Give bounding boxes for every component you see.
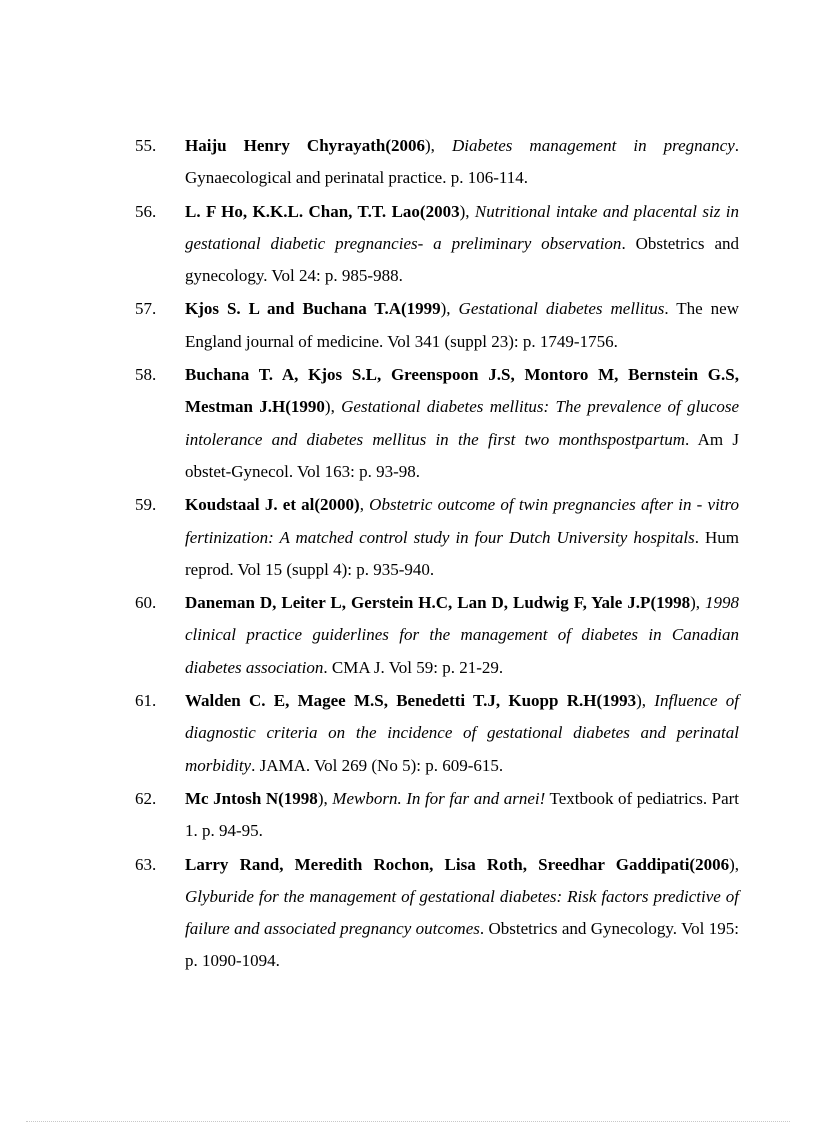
reference-authors: Daneman D, Leiter L, Gerstein H.C, Lan D, Ludwig F, Yale J.P(1998 <box>185 593 691 613</box>
reference-separator: ), <box>440 299 459 319</box>
reference-authors: L. F Ho, K.K.L. Chan, T.T. Lao(2003 <box>185 201 460 221</box>
reference-item <box>135 849 739 978</box>
reference-number: 63. <box>135 854 157 874</box>
reference-authors: Larry Rand, Meredith Rochon, Lisa Roth, Sreedhar Gaddipati(2006 <box>185 854 730 874</box>
reference-item <box>135 587 739 684</box>
reference-source: . Hum reprod. Vol 15 (suppl 4): p. 935-940. <box>185 527 740 579</box>
reference-authors: Koudstaal J. et al(2000) <box>185 495 360 515</box>
reference-title: Nutritional intake and placental siz in gestational diabetic pregnancies- a preliminary observation <box>185 201 740 253</box>
reference-authors: Buchana T. A, Kjos S.L, Greenspoon J.S, Montoro M, Bernstein G.S, Mestman J.H(1990 <box>185 365 739 417</box>
reference-title: Mewborn. In for far and arnei! <box>332 788 546 808</box>
reference-source: . Am J obstet-Gynecol. Vol 163: p. 93-98. <box>185 429 739 481</box>
reference-text <box>185 685 739 782</box>
reference-source: . Gynaecological and perinatal practice. p. 106-114. <box>185 136 739 188</box>
reference-item <box>135 489 739 586</box>
reference-item <box>135 359 739 488</box>
reference-number: 61. <box>135 691 157 711</box>
reference-text <box>185 783 739 848</box>
reference-authors: Kjos S. L and Buchana T.A(1999 <box>185 299 441 319</box>
reference-number: 55. <box>135 136 157 155</box>
reference-number: 56. <box>135 201 157 221</box>
reference-source: . Obstetrics and gynecology. Vol 24: p. 985-988. <box>185 233 739 286</box>
reference-text <box>185 293 739 358</box>
reference-title: 1998 clinical practice guiderlines for the management of diabetes in Canadian diabetes association <box>185 593 739 677</box>
reference-authors: Haiju Henry Chyrayath(2006 <box>185 136 425 155</box>
reference-separator: ), <box>690 593 705 613</box>
reference-number: 57. <box>135 299 157 319</box>
reference-separator: ), <box>424 136 452 155</box>
reference-separator: ), <box>459 201 475 221</box>
reference-separator: , <box>359 495 370 515</box>
reference-item <box>135 130 739 195</box>
reference-title: Influence of diagnostic criteria on the incidence of gestational diabetes and perinatal morbidity <box>185 691 739 775</box>
reference-item <box>135 196 739 293</box>
reference-number: 59. <box>135 495 157 515</box>
reference-source: . JAMA. Vol 269 (No 5): p. 609-615. <box>251 755 504 775</box>
reference-item <box>135 685 739 782</box>
reference-source: Textbook of pediatrics. Part 1. p. 94-95. <box>185 788 740 841</box>
reference-list <box>135 130 739 979</box>
reference-number: 58. <box>135 365 157 385</box>
reference-number: 62. <box>135 788 157 808</box>
reference-title: Obstetric outcome of twin pregnancies after in - vitro fertinization: A matched control study in four Dutch University hospitals <box>185 495 740 547</box>
reference-separator: ), <box>324 397 342 417</box>
reference-authors: Mc Jntosh N(1998 <box>185 788 318 808</box>
reference-authors: Walden C. E, Magee M.S, Benedetti T.J, Kuopp R.H(1993 <box>185 691 637 711</box>
reference-source: . CMA J. Vol 59: p. 21-29. <box>323 657 504 677</box>
reference-number: 60. <box>135 593 157 613</box>
reference-text <box>185 196 739 293</box>
reference-item <box>135 293 739 358</box>
reference-separator: ), <box>317 788 333 808</box>
page-bottom-divider <box>26 1121 790 1122</box>
reference-separator: ), <box>636 691 655 711</box>
reference-text <box>185 849 739 978</box>
reference-item <box>135 783 739 848</box>
reference-text <box>185 587 739 684</box>
reference-title: Glyburide for the management of gestational diabetes: Risk factors predictive of failure and associated pregnancy outcomes <box>185 886 739 939</box>
reference-text <box>185 130 739 195</box>
reference-title: Gestational diabetes mellitus: The prevalence of glucose intolerance and diabetes mellitus in the first two monthspostpartum <box>185 397 739 449</box>
reference-source: . The new England journal of medicine. Vol 341 (suppl 23): p. 1749-1756. <box>185 299 739 351</box>
reference-separator: ), <box>729 854 739 874</box>
reference-text <box>185 489 739 586</box>
reference-text <box>185 359 739 488</box>
reference-source: . Obstetrics and Gynecology. Vol 195: p. 1090-1094. <box>185 919 739 971</box>
reference-title: Diabetes management in pregnancy <box>451 136 735 155</box>
reference-title: Gestational diabetes mellitus <box>458 299 665 319</box>
